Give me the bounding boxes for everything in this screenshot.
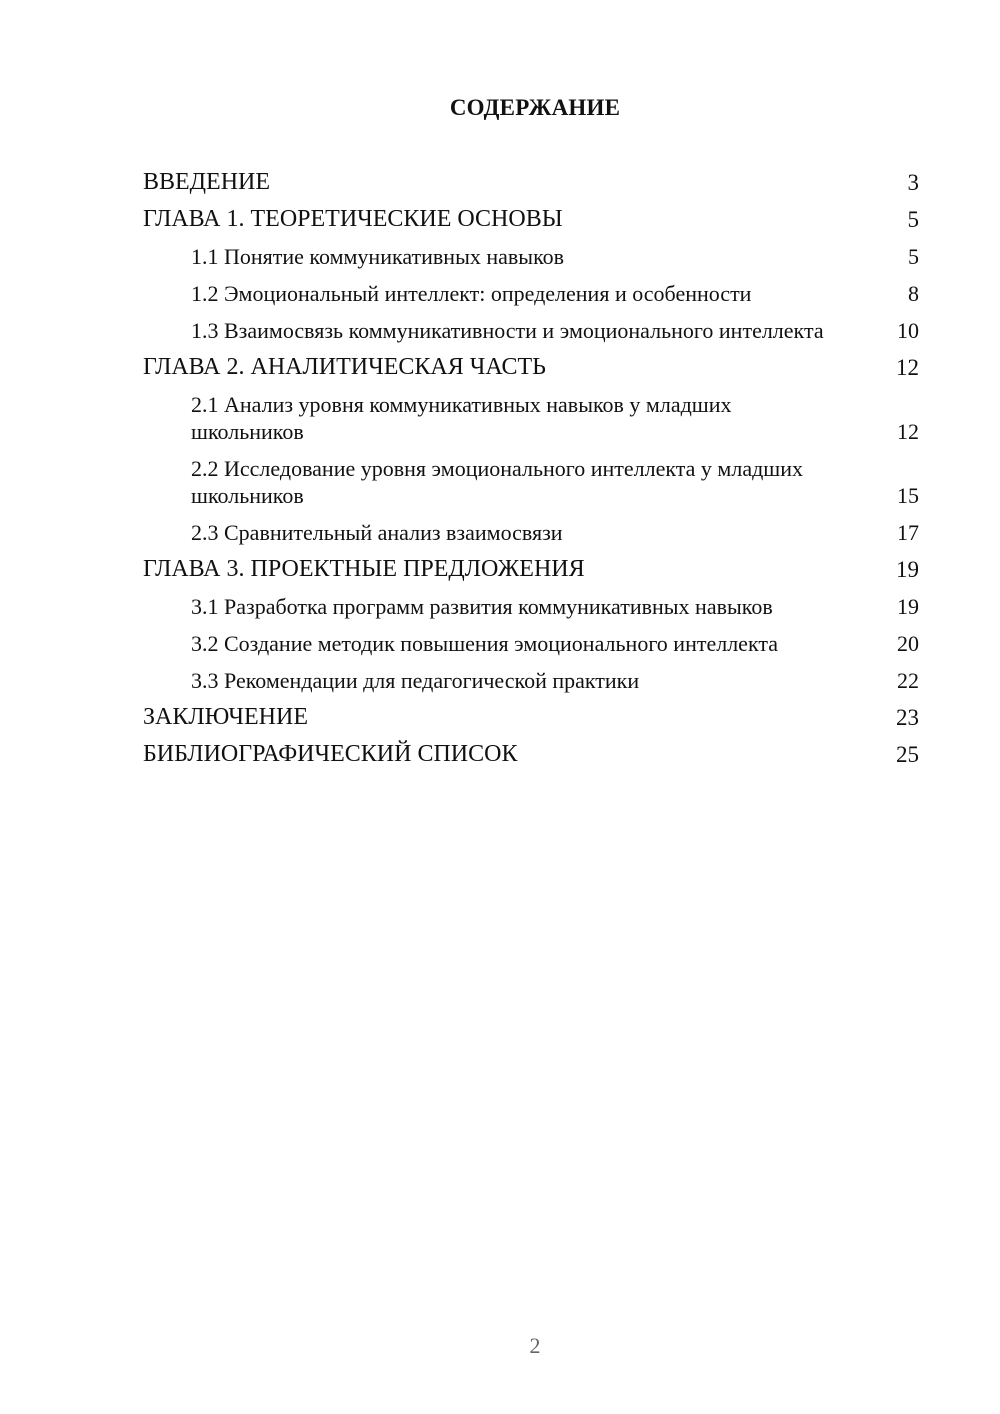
- toc-entry-page: 5: [908, 244, 919, 269]
- toc-entry: [143, 556, 919, 583]
- toc-entry-page: 20: [897, 631, 919, 656]
- toc-entry-label: 3.1 Разработка программ развития коммуникативных навыков: [191, 594, 773, 619]
- toc-entry-label: 2.3 Сравнительный анализ взаимосвязи: [191, 520, 563, 545]
- toc-entry-page: 8: [908, 281, 919, 306]
- page-number: 2: [529, 1333, 541, 1358]
- toc-entry-page: 3: [907, 170, 919, 195]
- toc-entry: [143, 206, 919, 233]
- toc-entry-label: ЗАКЛЮЧЕНИЕ: [143, 704, 308, 730]
- toc-subentry: [143, 519, 919, 546]
- toc-entry-page: 25: [896, 742, 919, 767]
- toc-subentry: [143, 593, 919, 620]
- toc-subentry: [143, 455, 919, 509]
- toc-entry: [143, 354, 919, 381]
- toc-entry-label: 1.3 Взаимосвязь коммуникативности и эмоционального интеллекта: [191, 318, 824, 343]
- toc-subentry: [143, 667, 919, 694]
- toc-entry-page: 12: [897, 419, 919, 444]
- toc-entry-label: 2.2 Исследование уровня эмоционального интеллекта у младших школьников: [191, 456, 803, 508]
- toc-entry-page: 19: [897, 594, 919, 619]
- toc-entry-page: 22: [897, 668, 919, 693]
- toc-entry-label: 1.1 Понятие коммуникативных навыков: [191, 244, 565, 269]
- table-of-contents: [143, 169, 919, 778]
- page-title: СОДЕРЖАНИЕ: [449, 95, 621, 120]
- toc-subentry: [143, 243, 919, 270]
- toc-subentry: [143, 630, 919, 657]
- toc-entry-label: ВВЕДЕНИЕ: [143, 169, 271, 195]
- toc-entry-label: БИБЛИОГРАФИЧЕСКИЙ СПИСОК: [143, 741, 518, 767]
- toc-entry-page: 23: [896, 705, 919, 730]
- toc-entry-page: 12: [896, 355, 919, 380]
- toc-entry-page: 19: [896, 557, 919, 582]
- toc-entry-page: 17: [897, 520, 919, 545]
- toc-subentry: [143, 317, 919, 344]
- toc-subentry: [143, 280, 919, 307]
- toc-entry-label: 1.2 Эмоциональный интеллект: определения и особенности: [191, 281, 752, 306]
- toc-entry-label: ГЛАВА 1. ТЕОРЕТИЧЕСКИЕ ОСНОВЫ: [143, 206, 563, 232]
- toc-entry-label: 3.2 Создание методик повышения эмоционального интеллекта: [191, 631, 778, 656]
- toc-entry-page: 5: [907, 207, 919, 232]
- toc-entry-page: 10: [897, 318, 919, 343]
- toc-entry-label: ГЛАВА 3. ПРОЕКТНЫЕ ПРЕДЛОЖЕНИЯ: [143, 556, 585, 582]
- toc-entry-label: ГЛАВА 2. АНАЛИТИЧЕСКАЯ ЧАСТЬ: [143, 354, 546, 380]
- toc-entry: [143, 741, 919, 768]
- toc-entry: [143, 704, 919, 731]
- toc-entry: [143, 169, 919, 196]
- toc-subentry: [143, 391, 919, 445]
- toc-entry-page: 15: [897, 483, 919, 508]
- toc-entry-label: 3.3 Рекомендации для педагогической практики: [191, 668, 640, 693]
- toc-entry-label: 2.1 Анализ уровня коммуникативных навыков у младших школьников: [191, 392, 732, 444]
